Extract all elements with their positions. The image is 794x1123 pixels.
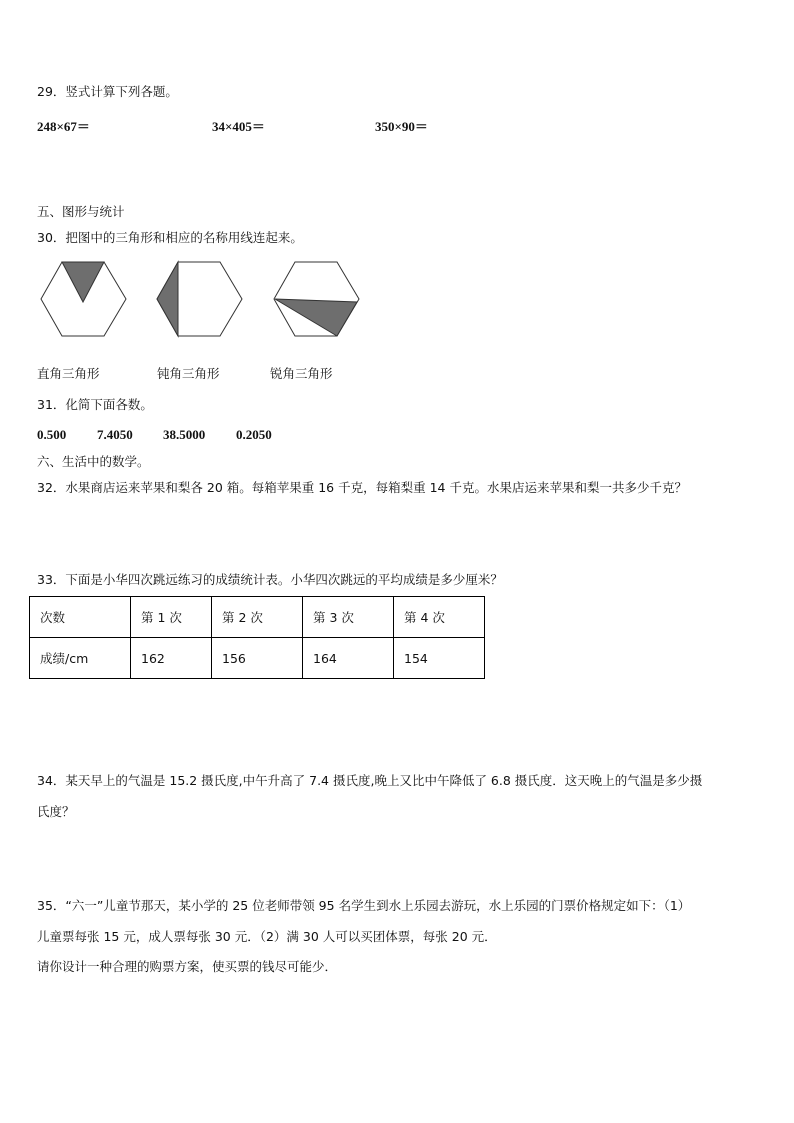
q35-line-1: 35．“六一”儿童节那天，某小学的 25 位老师带领 95 名学生到水上乐园去游玩，水上乐园的门票价格规定如下：（1） xyxy=(37,898,691,913)
section-6-heading: 六、生活中的数学。 xyxy=(37,454,150,469)
score-table xyxy=(29,596,485,679)
hexagon-acute-triangle-figure xyxy=(273,258,363,340)
hexagon-obtuse-triangle-figure xyxy=(156,258,246,340)
q29-item-1: 248×67＝ xyxy=(37,119,90,134)
hexagon-right-triangle-figure xyxy=(40,258,130,340)
table-cell: 成绩/cm xyxy=(30,638,131,679)
q29-item-2: 34×405＝ xyxy=(212,119,265,134)
q31-item-4: 0.2050 xyxy=(236,427,272,442)
label-acute-triangle: 锐角三角形 xyxy=(270,366,333,381)
label-obtuse-triangle: 钝角三角形 xyxy=(157,366,220,381)
label-right-triangle: 直角三角形 xyxy=(37,366,100,381)
table-cell: 156 xyxy=(212,638,303,679)
table-row xyxy=(30,597,485,638)
q30-title: 30．把图中的三角形和相应的名称用线连起来。 xyxy=(37,230,303,245)
q31-item-3: 38.5000 xyxy=(163,427,206,442)
table-cell: 164 xyxy=(303,638,394,679)
q35-line-2: 儿童票每张 15 元，成人票每张 30 元．（2）满 30 人可以买团体票，每张 20 元． xyxy=(37,929,497,944)
table-header-cell: 第 3 次 xyxy=(303,597,394,638)
q33-title: 33．下面是小华四次跳远练习的成绩统计表。小华四次跳远的平均成绩是多少厘米？ xyxy=(37,572,503,587)
q29-title: 29．竖式计算下列各题。 xyxy=(37,84,178,99)
q31-title: 31．化简下面各数。 xyxy=(37,397,153,412)
table-header-cell: 第 4 次 xyxy=(394,597,485,638)
q31-item-1: 0.500 xyxy=(37,427,67,442)
q34-line-2: 氏度？ xyxy=(37,804,75,819)
table-header-cell: 第 2 次 xyxy=(212,597,303,638)
table-row xyxy=(30,638,485,679)
q35-line-3: 请你设计一种合理的购票方案，使买票的钱尽可能少． xyxy=(37,959,338,974)
q29-item-3: 350×90＝ xyxy=(375,119,428,134)
q31-item-2: 7.4050 xyxy=(97,427,133,442)
table-cell: 162 xyxy=(131,638,212,679)
table-cell: 154 xyxy=(394,638,485,679)
table-header-cell: 次数 xyxy=(30,597,131,638)
table-header-cell: 第 1 次 xyxy=(131,597,212,638)
q34-line-1: 34．某天早上的气温是 15.2 摄氏度,中午升高了 7.4 摄氏度,晚上又比中午降低了 6.8 摄氏度．这天晚上的气温是多少摄 xyxy=(37,773,703,788)
section-5-heading: 五、图形与统计 xyxy=(37,204,125,219)
q32-text: 32．水果商店运来苹果和梨各 20 箱。每箱苹果重 16 千克，每箱梨重 14 千克。水果店运来苹果和梨一共多少千克？ xyxy=(37,480,687,495)
